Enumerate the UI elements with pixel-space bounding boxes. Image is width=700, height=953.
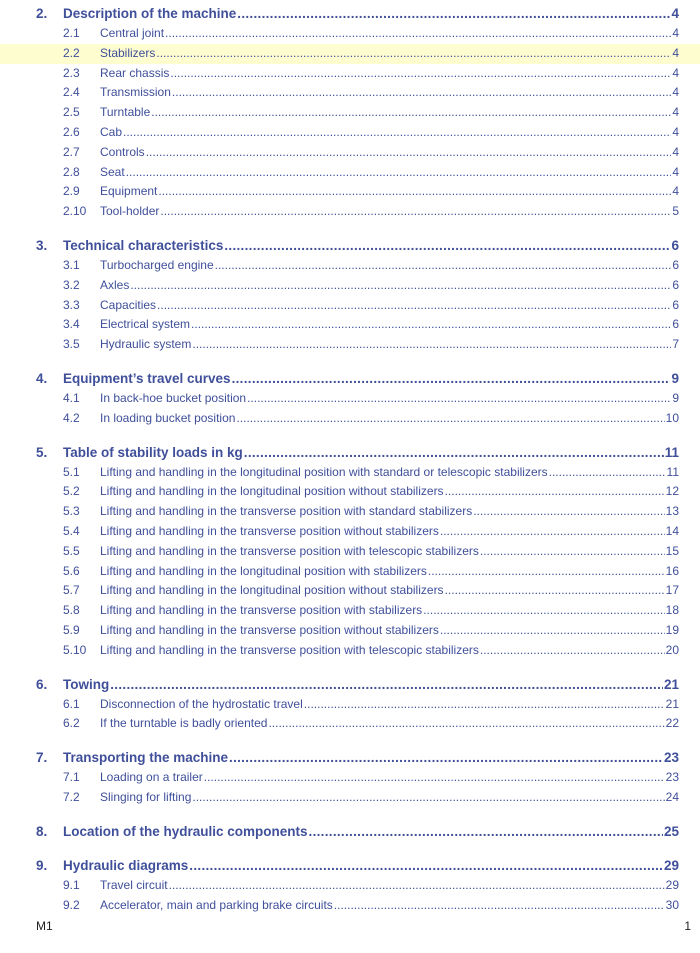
toc-dot-leader [309, 822, 663, 842]
toc-entry-title: Capacities [100, 297, 157, 312]
toc-subsection-entry[interactable] [0, 202, 700, 222]
toc-entry-title: Lifting and handling in the transverse position with telescopic stabilizers [100, 642, 479, 657]
toc-subsection-entry[interactable] [0, 143, 700, 163]
toc-entry-number: 2.6 [63, 124, 80, 139]
toc-entry-page: 6 [671, 237, 679, 253]
toc-entry-page: 10 [665, 410, 679, 425]
toc-subsection-entry[interactable] [0, 768, 700, 788]
toc-entry-page: 4 [672, 105, 679, 120]
toc-entry-title: Lifting and handling in the longitudinal position without stabilizers [100, 484, 444, 499]
toc-entry-page: 24 [665, 789, 679, 804]
toc-entry-title: In loading bucket position [100, 410, 236, 425]
toc-subsection-entry[interactable] [0, 788, 700, 808]
toc-entry-title: Central joint [100, 26, 165, 40]
toc-entry-title: Slinging for lifting [100, 789, 192, 804]
toc-entry-number: 2.3 [63, 65, 80, 80]
toc-entry-page: 4 [672, 26, 679, 40]
toc-entry-page: 13 [665, 504, 679, 519]
toc-dot-leader [268, 714, 664, 734]
toc-entry-title: Description of the machine [63, 6, 237, 21]
toc-entry-number: 5.10 [63, 642, 87, 657]
toc-entry-title: Controls [100, 144, 145, 159]
toc-section [0, 4, 700, 222]
toc-dot-leader [191, 315, 671, 335]
toc-entry-title: Disconnection of the hydrostatic travel [100, 696, 303, 711]
toc-entry-number: 5.7 [63, 583, 80, 598]
toc-subsection-entry[interactable] [0, 123, 700, 143]
toc-entry-page: 21 [665, 696, 679, 711]
toc-section [0, 236, 700, 355]
toc-dot-leader [130, 276, 671, 296]
toc-dot-leader [123, 123, 671, 143]
toc-dot-leader [189, 856, 663, 876]
toc-dot-leader [237, 4, 670, 24]
toc-entry-title: Electrical system [100, 317, 191, 332]
toc-entry-page: 4 [672, 164, 679, 179]
toc-entry-page: 29 [663, 857, 679, 873]
toc-subsection-entry[interactable] [0, 103, 700, 123]
toc-entry-number: 5.6 [63, 563, 80, 578]
toc-subsection-entry[interactable] [0, 315, 700, 335]
toc-dot-leader [445, 482, 665, 502]
toc-dot-leader [151, 103, 671, 123]
toc-entry-page: 14 [665, 523, 679, 538]
toc-entry-title: Transporting the machine [63, 750, 229, 766]
toc-entry-page: 9 [671, 370, 679, 386]
toc-entry-number: 4.1 [63, 390, 80, 405]
toc-entry-page: 19 [665, 622, 679, 637]
toc-subsection-entry[interactable] [0, 276, 700, 296]
toc-entry-page: 6 [672, 277, 679, 292]
toc-entry-title: Turntable [100, 105, 151, 120]
toc-subsection-entry[interactable] [0, 562, 700, 582]
toc-section [0, 748, 700, 808]
toc-entry-title: If the turntable is badly oriented [100, 716, 268, 731]
toc-entry-page: 30 [665, 897, 679, 912]
toc-entry-title: Lifting and handling in the transverse position without stabilizers [100, 523, 439, 538]
toc-dot-leader [334, 896, 665, 916]
toc-dot-leader [204, 768, 665, 788]
toc-section [0, 443, 700, 661]
toc-entry-number: 2.4 [63, 85, 80, 100]
toc-dot-leader [158, 182, 671, 202]
toc-dot-leader [160, 202, 671, 222]
toc-entry-page: 4 [672, 144, 679, 159]
toc-entry-number: 2.2 [63, 45, 80, 60]
toc-entry-title: Seat [100, 164, 125, 179]
toc-entry-page: 21 [663, 676, 679, 692]
toc-entry-title: Tool-holder [100, 204, 160, 219]
toc-dot-leader [192, 335, 671, 355]
toc-subsection-entry[interactable] [0, 522, 700, 542]
toc-dot-leader [440, 522, 665, 542]
toc-entry-number: 2.10 [63, 204, 87, 219]
toc-entry-title: In back-hoe bucket position [100, 390, 247, 405]
toc-dot-leader [169, 876, 665, 896]
toc-entry-page: 4 [672, 85, 679, 100]
toc-subsection-entry[interactable] [0, 463, 700, 483]
toc-entry-page: 4 [672, 45, 679, 60]
toc-entry-number: 2.5 [63, 105, 80, 120]
toc-entry-number: 8. [36, 823, 48, 839]
toc-subsection-entry[interactable] [0, 409, 700, 429]
toc-chapter-entry[interactable] [0, 236, 700, 256]
toc-subsection-entry[interactable] [0, 621, 700, 641]
toc-subsection-entry[interactable] [0, 714, 700, 734]
toc-entry-title: Transmission [100, 85, 171, 100]
toc-entry-page: 4 [672, 184, 679, 199]
toc-entry-number: 5. [36, 444, 48, 460]
toc-entry-page: 4 [672, 124, 679, 139]
toc-chapter-entry[interactable] [0, 4, 700, 24]
toc-entry-page: 9 [672, 390, 679, 405]
toc-entry-number: 3.2 [63, 277, 80, 292]
toc-entry-page: 25 [663, 823, 679, 839]
toc-subsection-entry[interactable] [0, 24, 700, 44]
toc-subsection-entry[interactable] [0, 44, 700, 64]
toc-entry-title: Travel circuit [100, 877, 168, 892]
toc-entry-number: 2. [36, 6, 48, 21]
toc-entry-title: Lifting and handling in the longitudinal position without stabilizers [100, 583, 444, 598]
toc-entry-number: 3. [36, 237, 48, 253]
toc-entry-page: 20 [665, 642, 679, 657]
toc-entry-number: 2.1 [63, 26, 80, 40]
toc-entry-page: 22 [665, 716, 679, 731]
toc-entry-page: 16 [665, 563, 679, 578]
toc-dot-leader [126, 163, 672, 183]
toc-entry-number: 5.3 [63, 504, 80, 519]
toc-entry-number: 4.2 [63, 410, 80, 425]
toc-dot-leader [423, 601, 664, 621]
toc-subsection-entry[interactable] [0, 581, 700, 601]
toc-entry-title: Lifting and handling in the transverse position with telescopic stabilizers [100, 543, 479, 558]
toc-section [0, 856, 700, 916]
toc-dot-leader [440, 621, 665, 641]
footer-manual-code: M1 [36, 919, 53, 933]
toc-entry-number: 7.2 [63, 789, 80, 804]
toc-chapter-entry[interactable] [0, 822, 700, 842]
toc-dot-leader [304, 695, 665, 715]
toc-entry-number: 5.8 [63, 603, 80, 618]
toc-entry-title: Equipment’s travel curves [63, 370, 231, 386]
toc-entry-number: 3.5 [63, 337, 80, 352]
toc-subsection-entry[interactable] [0, 296, 700, 316]
toc-section [0, 822, 700, 842]
toc-dot-leader [549, 463, 666, 483]
toc-dot-leader [244, 443, 664, 463]
toc-entry-title: Accelerator, main and parking brake circuits [100, 897, 333, 912]
toc-entry-number: 5.4 [63, 523, 80, 538]
toc-dot-leader [229, 748, 663, 768]
toc-dot-leader [232, 369, 671, 389]
footer-page-number: 1 [684, 919, 691, 933]
toc-entry-page: 4 [672, 65, 679, 80]
toc-entry-page: 6 [672, 317, 679, 332]
toc-entry-title: Cab [100, 124, 123, 139]
toc-entry-page: 11 [664, 444, 679, 460]
toc-subsection-entry[interactable] [0, 163, 700, 183]
toc-dot-leader [110, 675, 663, 695]
toc-dot-leader [146, 143, 672, 163]
toc-subsection-entry[interactable] [0, 83, 700, 103]
toc-dot-leader [192, 788, 664, 808]
toc-entry-number: 4. [36, 370, 48, 386]
toc-dot-leader [215, 256, 672, 276]
toc-entry-number: 6.2 [63, 716, 80, 731]
toc-entry-title: Hydraulic diagrams [63, 857, 189, 873]
toc-dot-leader [170, 64, 671, 84]
toc-entry-page: 29 [665, 877, 679, 892]
toc-entry-number: 5.1 [63, 464, 80, 479]
toc-subsection-entry[interactable] [0, 641, 700, 661]
toc-entry-page: 12 [665, 484, 679, 499]
toc-entry-number: 3.1 [63, 257, 80, 272]
toc-entry-title: Technical characteristics [63, 237, 224, 253]
toc-entry-title: Location of the hydraulic components [63, 823, 308, 839]
toc-subsection-entry[interactable] [0, 389, 700, 409]
toc-subsection-entry[interactable] [0, 335, 700, 355]
toc-subsection-entry[interactable] [0, 876, 700, 896]
toc-entry-page: 23 [665, 770, 679, 785]
toc-entry-page: 23 [663, 750, 679, 766]
toc-section [0, 369, 700, 429]
toc-entry-title: Equipment [100, 184, 158, 199]
toc-entry-number: 5.2 [63, 484, 80, 499]
toc-entry-number: 9. [36, 857, 48, 873]
toc-entry-title: Lifting and handling in the transverse position with stabilizers [100, 603, 423, 618]
toc-dot-leader [156, 44, 671, 64]
toc-entry-number: 7. [36, 750, 48, 766]
toc-subsection-entry[interactable] [0, 64, 700, 84]
toc-subsection-entry[interactable] [0, 482, 700, 502]
toc-dot-leader [165, 24, 671, 44]
toc-dot-leader [445, 581, 665, 601]
toc-entry-number: 9.2 [63, 897, 80, 912]
toc-entry-title: Towing [63, 676, 110, 692]
toc-dot-leader [172, 83, 671, 103]
toc-entry-title: Hydraulic system [100, 337, 192, 352]
toc-entry-page: 11 [666, 464, 679, 479]
toc-entry-number: 2.8 [63, 164, 80, 179]
toc-entry-number: 9.1 [63, 877, 80, 892]
toc-entry-title: Lifting and handling in the longitudinal position with standard or telescopic stabilizers [100, 464, 548, 479]
toc-entry-page: 4 [671, 6, 679, 21]
toc-chapter-entry[interactable] [0, 856, 700, 876]
toc-chapter-entry[interactable] [0, 748, 700, 768]
toc-entry-title: Table of stability loads in kg [63, 444, 243, 460]
toc-entry-title: Stabilizers [100, 45, 156, 60]
toc-subsection-entry[interactable] [0, 502, 700, 522]
toc-entry-number: 2.9 [63, 184, 80, 199]
toc-subsection-entry[interactable] [0, 601, 700, 621]
toc-entry-title: Lifting and handling in the longitudinal position with stabilizers [100, 563, 427, 578]
toc-chapter-entry[interactable] [0, 443, 700, 463]
toc-entry-page: 6 [672, 297, 679, 312]
toc-dot-leader [428, 562, 665, 582]
toc-chapter-entry[interactable] [0, 675, 700, 695]
toc-subsection-entry[interactable] [0, 896, 700, 916]
toc-chapter-entry[interactable] [0, 369, 700, 389]
toc-entry-title: Lifting and handling in the transverse position with standard stabilizers [100, 504, 473, 519]
toc-entry-number: 5.9 [63, 622, 80, 637]
toc-entry-number: 7.1 [63, 770, 80, 785]
toc-entry-number: 3.3 [63, 297, 80, 312]
toc-dot-leader [157, 296, 671, 316]
toc-entry-title: Rear chassis [100, 65, 170, 80]
toc-entry-title: Lifting and handling in the transverse position without stabilizers [100, 622, 439, 637]
toc-entry-page: 5 [672, 204, 679, 219]
toc-entry-page: 18 [665, 603, 679, 618]
toc-entry-page: 15 [665, 543, 679, 558]
toc-entry-page: 17 [665, 583, 679, 598]
toc-entry-number: 2.7 [63, 144, 80, 159]
toc-entry-number: 5.5 [63, 543, 80, 558]
toc-subsection-entry[interactable] [0, 182, 700, 202]
toc-entry-title: Loading on a trailer [100, 770, 203, 785]
toc-section [0, 675, 700, 735]
toc-dot-leader [480, 641, 665, 661]
toc-entry-number: 6.1 [63, 696, 80, 711]
toc-entry-number: 3.4 [63, 317, 80, 332]
toc-dot-leader [480, 542, 665, 562]
toc-entry-page: 6 [672, 257, 679, 272]
toc-dot-leader [247, 389, 671, 409]
toc-subsection-entry[interactable] [0, 542, 700, 562]
toc-entry-number: 6. [36, 676, 48, 692]
toc-dot-leader [473, 502, 664, 522]
toc-dot-leader [236, 409, 664, 429]
toc-entry-title: Turbocharged engine [100, 257, 214, 272]
toc-subsection-entry[interactable] [0, 695, 700, 715]
toc-dot-leader [224, 236, 670, 256]
toc-entry-title: Axles [100, 277, 130, 292]
toc-subsection-entry[interactable] [0, 256, 700, 276]
toc-entry-page: 7 [672, 337, 679, 352]
